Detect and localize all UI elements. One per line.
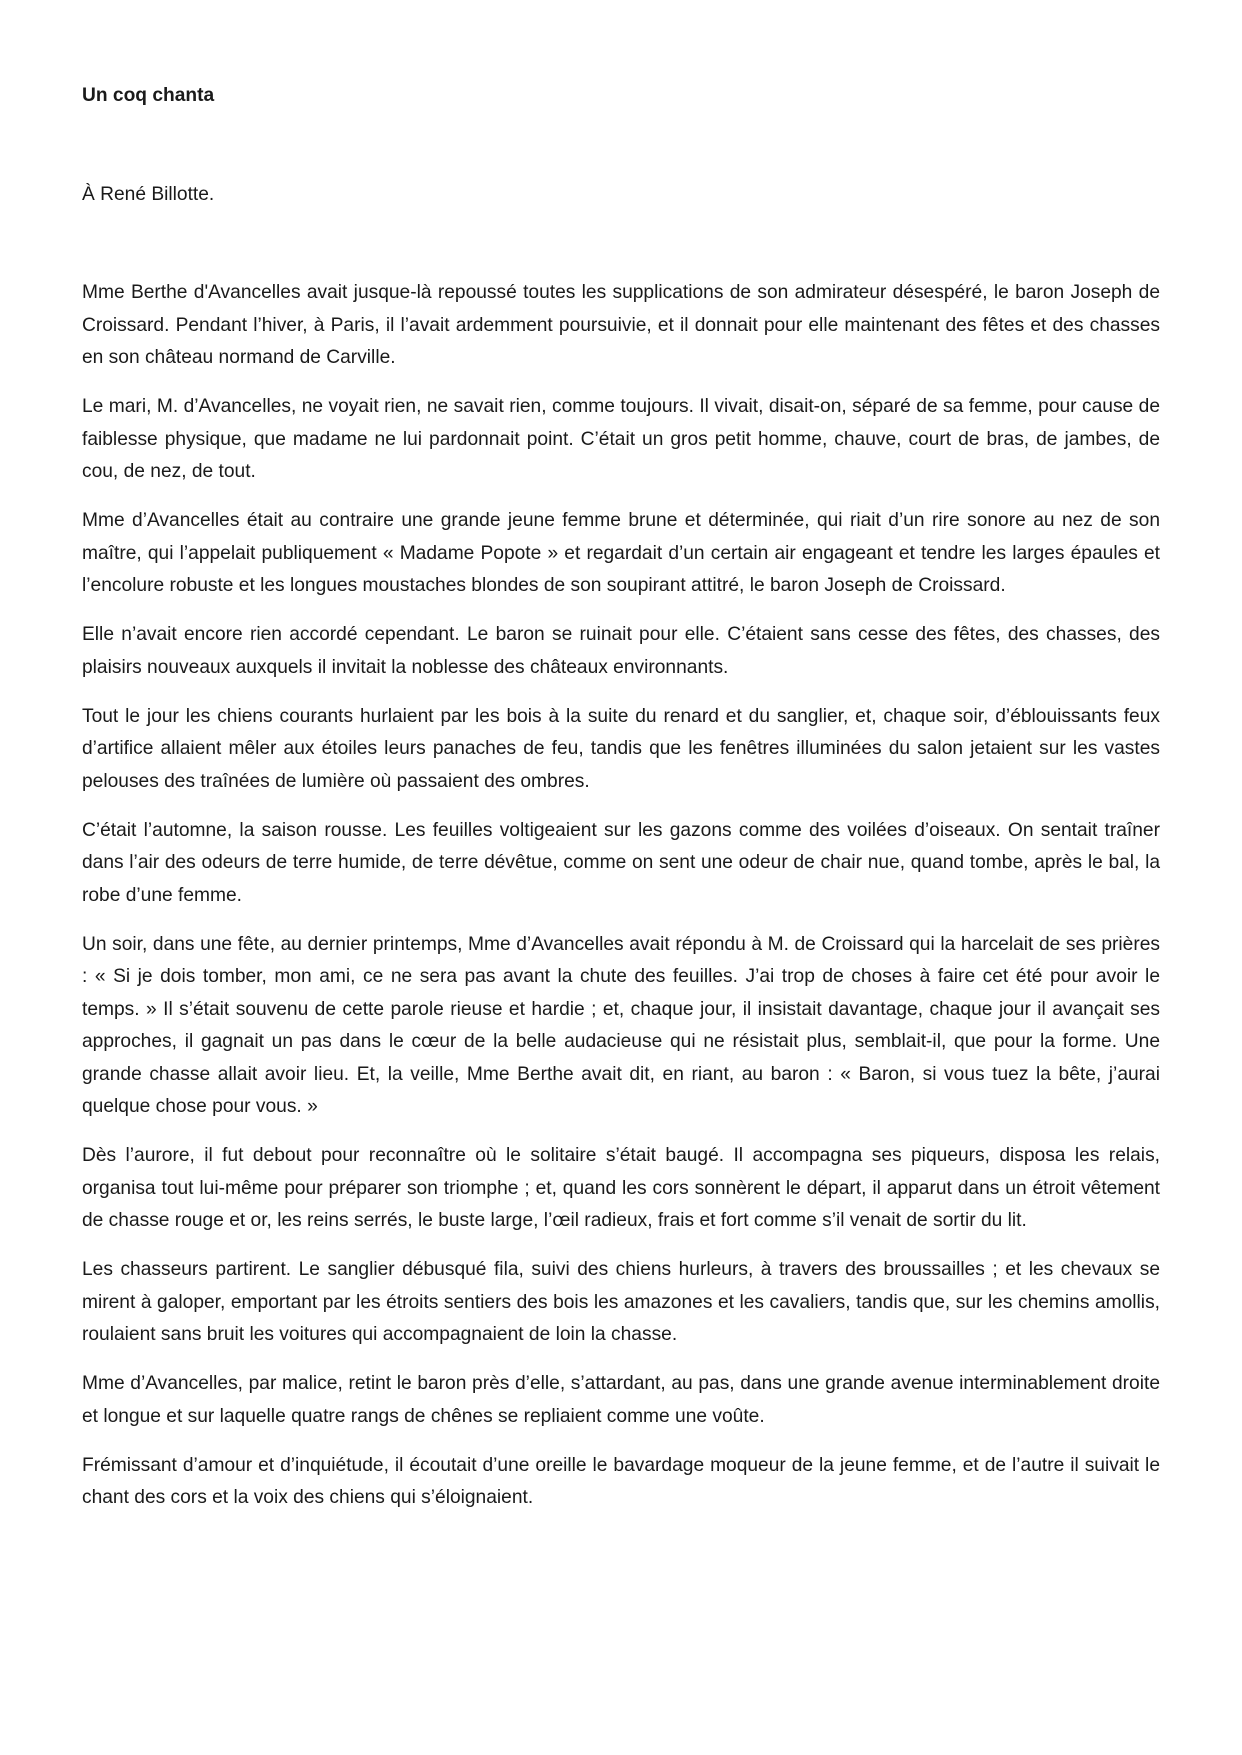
paragraph: Frémissant d’amour et d’inquiétude, il écoutait d’une oreille le bavardage moqueur de la jeune femme, et de l’autre il suivait le chant des cors et la voix des chiens qui s’éloignaient.: [82, 1454, 1160, 1508]
paragraph: Dès l’aurore, il fut debout pour reconnaître où le solitaire s’était baugé. Il accompagna ses piqueurs, disposa les relais, organisa tout lui-même pour préparer son triomphe ; et, quand les cors sonnèrent le départ, il apparut dans un étroit vêtement de chasse rouge et or, les reins serrés, le buste large, l’œil radieux, frais et fort comme s’il venait de sortir du lit.: [82, 1145, 1160, 1231]
paragraph: C’était l’automne, la saison rousse. Les feuilles voltigeaient sur les gazons comme des voilées d’oiseaux. On sentait traîner dans l’air des odeurs de terre humide, de terre dévêtue, comme on sent une odeur de chair nue, quand tombe, après le bal, la robe d’une femme.: [82, 819, 1160, 906]
paragraph: Un soir, dans une fête, au dernier printemps, Mme d’Avancelles avait répondu à M. de Croissard qui la harcelait de ses prières : « Si je dois tomber, mon ami, ce ne sera pas avant la chute des feuilles. J’ai trop de choses à faire cet été pour avoir le temps. » Il s’était souvenu de cette parole rieuse et hardie ; et, chaque jour, il insistait davantage, chaque jour il avançait ses approches, il gagnait un pas dans le cœur de la belle audacieuse qui ne résistait plus, semblait-il, que pour la forme. Une grande chasse allait avoir lieu. Et, la veille, Mme Berthe avait dit, en riant, au baron : « Baron, si vous tuez la bête, j’aurai quelque chose pour vous. »: [82, 933, 1160, 1117]
paragraph: Le mari, M. d’Avancelles, ne voyait rien, ne savait rien, comme toujours. Il vivait, disait-on, séparé de sa femme, pour cause de faiblesse physique, que madame ne lui pardonnait point. C’était un gros petit homme, chauve, court de bras, de jambes, de cou, de nez, de tout.: [82, 396, 1160, 482]
paragraph: Mme d’Avancelles était au contraire une grande jeune femme brune et déterminée, qui riait d’un rire sonore au nez de son maître, qui l’appelait publiquement « Madame Popote » et regardait d’un certain air engageant et tendre les larges épaules et l’encolure robuste et les longues moustaches blondes de son soupirant attitré, le baron Joseph de Croissard.: [82, 510, 1160, 596]
paragraph: Mme d’Avancelles, par malice, retint le baron près d’elle, s’attardant, au pas, dans une grande avenue interminablement droite et longue et sur laquelle quatre rangs de chênes se repliaient comme une voûte.: [82, 1373, 1160, 1427]
dedication: À René Billotte.: [82, 183, 215, 205]
paragraph: Tout le jour les chiens courants hurlaient par les bois à la suite du renard et du sanglier, et, chaque soir, d’éblouissants feux d’artifice allaient mêler aux étoiles leurs panaches de feu, tandis que les fenêtres illuminées du salon jetaient sur les vastes pelouses des traînées de lumière où passaient des ombres.: [82, 705, 1160, 792]
paragraph: Elle n’avait encore rien accordé cependant. Le baron se ruinait pour elle. C’étaient sans cesse des fêtes, des chasses, des plaisirs nouveaux auxquels il invitait la noblesse des châteaux environnants.: [82, 624, 1160, 678]
document-title: Un coq chanta: [82, 85, 215, 106]
body-text: [82, 277, 1160, 1515]
paragraph: Mme Berthe d'Avancelles avait jusque-là repoussé toutes les supplications de son admirateur désespéré, le baron Joseph de Croissard. Pendant l’hiver, à Paris, il l’avait ardemment poursuivie, et il donnait pour elle maintenant des fêtes et des chasses en son château normand de Carville.: [82, 282, 1160, 368]
document-page: [82, 80, 1160, 1531]
paragraph: Les chasseurs partirent. Le sanglier débusqué fila, suivi des chiens hurleurs, à travers des broussailles ; et les chevaux se mirent à galoper, emportant par les étroits sentiers des bois les amazones et les cavaliers, tandis que, sur les chemins amollis, roulaient sans bruit les voitures qui accompagnaient de loin la chasse.: [82, 1259, 1160, 1345]
